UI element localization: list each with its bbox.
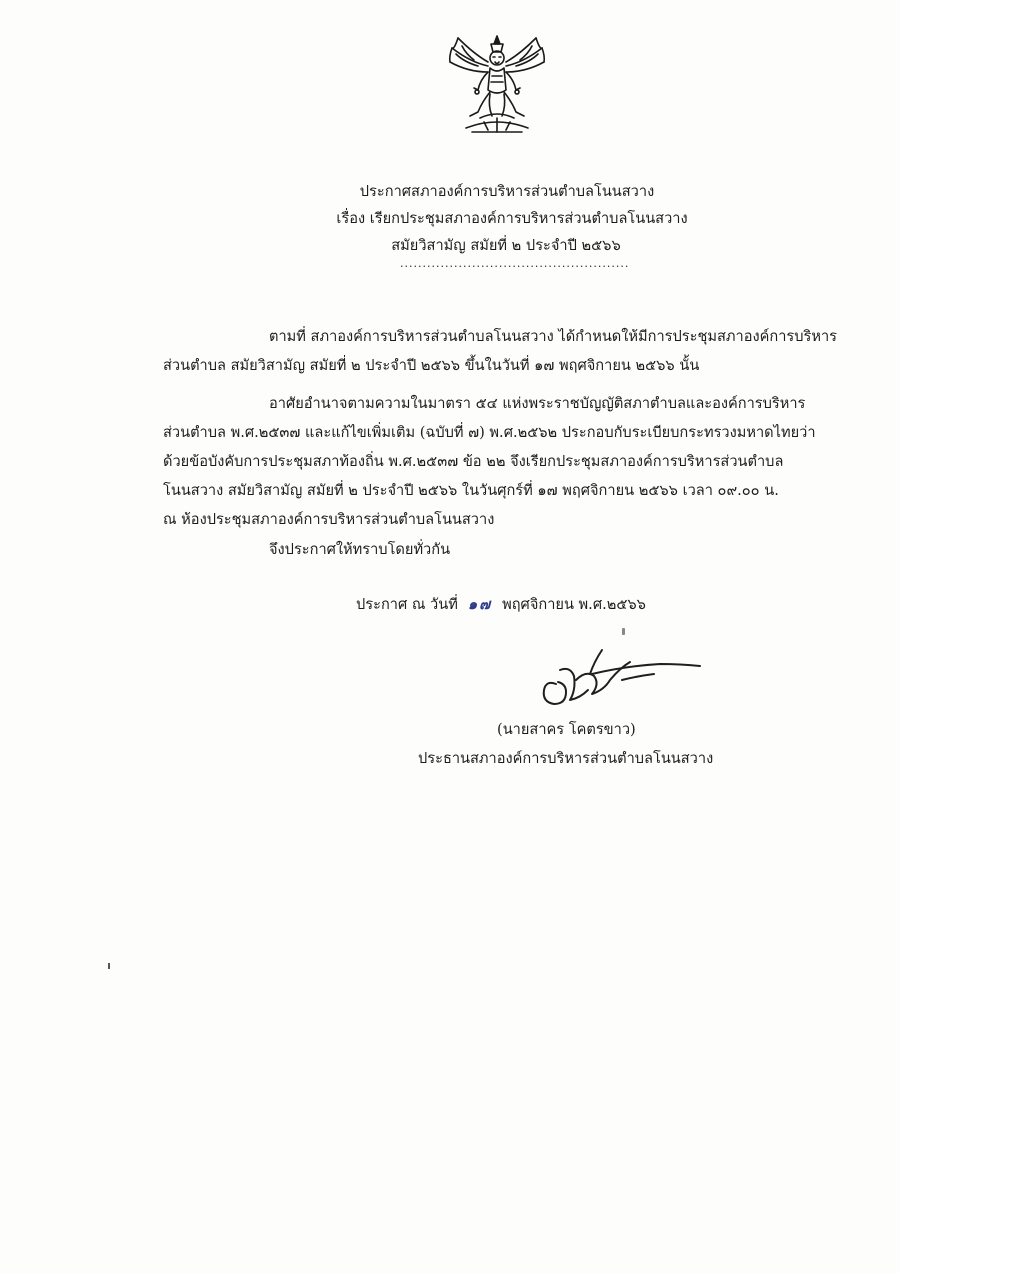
- paragraph-line: ณ ห้องประชุมสภาองค์การบริหารส่วนตำบลโนนสวาง: [163, 511, 495, 528]
- garuda-emblem: [444, 32, 550, 140]
- announcement-date: [356, 590, 646, 619]
- date-prefix: ประกาศ ณ วันที่: [356, 596, 458, 613]
- paragraph-line: ด้วยข้อบังคับการประชุมสภาท้องถิ่น พ.ศ.๒๕๓๗ ข้อ ๒๒ จึงเรียกประชุมสภาองค์การบริหารส่วนตำบล: [163, 453, 784, 470]
- title-line-3: สมัยวิสามัญ สมัยที่ ๒ ประจำปี ๒๕๖๖: [391, 237, 621, 254]
- paragraph-3: [163, 535, 848, 564]
- paragraph-1: [163, 322, 848, 380]
- date-suffix: พฤศจิกายน พ.ศ.๒๕๖๖: [502, 596, 646, 613]
- title-separator: ...................................................: [400, 257, 630, 270]
- paragraph-line: ตามที่ สภาองค์การบริหารส่วนตำบลโนนสวาง ได้กำหนดให้มีการประชุมสภาองค์การบริหาร: [269, 328, 837, 345]
- paragraph-line: ส่วนตำบล สมัยวิสามัญ สมัยที่ ๒ ประจำปี ๒๕๖๖ ขึ้นในวันที่ ๑๗ พฤศจิกายน ๒๕๖๖ นั้น: [163, 357, 700, 374]
- announcement-title: [0, 178, 1024, 259]
- paragraph-line: อาศัยอำนาจตามความในมาตรา ๕๔ แห่งพระราชบัญญัติสภาตำบลและองค์การบริหาร: [269, 395, 806, 412]
- signer-name: (นายสาคร โคตรขาว): [497, 721, 636, 738]
- scan-speck: [108, 963, 110, 969]
- title-line-1: ประกาศสภาองค์การบริหารส่วนตำบลโนนสวาง: [359, 183, 655, 200]
- handwritten-signature: [530, 640, 730, 720]
- paragraph-2: [163, 389, 848, 534]
- handwritten-day: ๑๗: [467, 596, 493, 613]
- closing-statement: จึงประกาศให้ทราบโดยทั่วกัน: [269, 541, 451, 558]
- ink-mark: [622, 628, 625, 635]
- paragraph-line: ส่วนตำบล พ.ศ.๒๕๓๗ และแก้ไขเพิ่มเติม (ฉบับที่ ๗) พ.ศ.๒๕๖๒ ประกอบกับระเบียบกระทรวงมหาดไทยว่า: [163, 424, 816, 441]
- signer-position: ประธานสภาองค์การบริหารส่วนตำบลโนนสวาง: [418, 750, 714, 767]
- title-line-2: เรื่อง เรียกประชุมสภาองค์การบริหารส่วนตำบลโนนสวาง: [336, 210, 688, 227]
- paragraph-line: โนนสวาง สมัยวิสามัญ สมัยที่ ๒ ประจำปี ๒๕๖๖ ในวันศุกร์ที่ ๑๗ พฤศจิกายน ๒๕๖๖ เวลา ๐๙.๐๐ น.: [163, 482, 779, 499]
